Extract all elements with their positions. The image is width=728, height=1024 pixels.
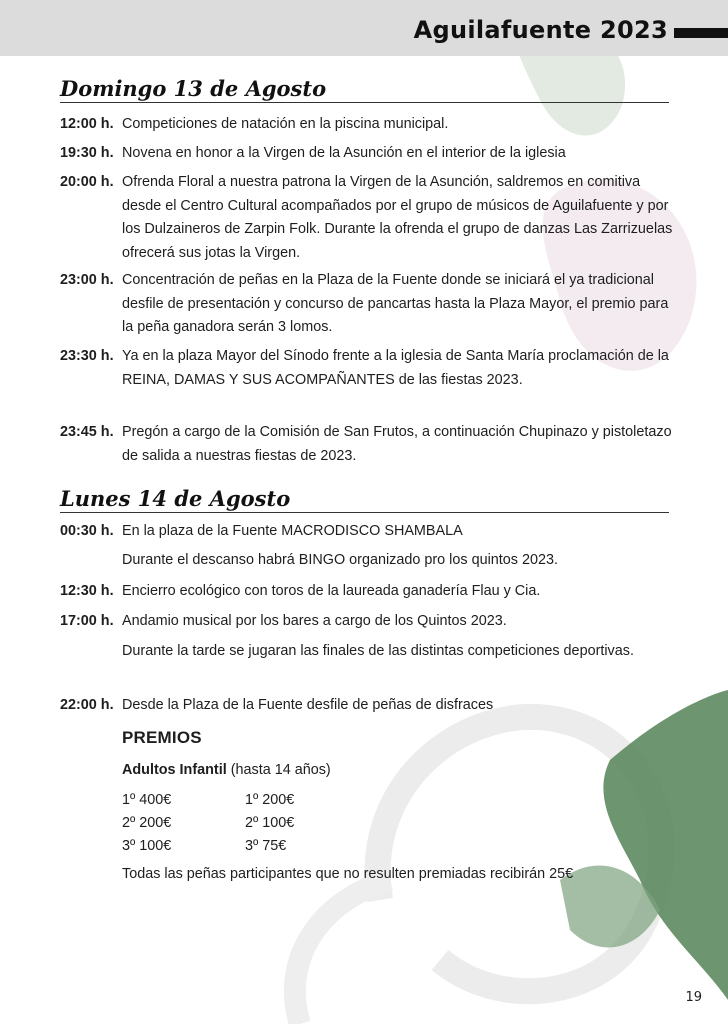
categories-note: (hasta 14 años)	[230, 762, 331, 778]
schedule-entry	[60, 520, 675, 544]
prize-infantil: 1º 200€	[245, 792, 295, 808]
section-title-lunes: Lunes 14 de Agosto	[60, 486, 291, 511]
entry-text: Pregón a cargo de la Comisión de San Frutos, a continuación Chupinazo y pistoletazo de salida a nuestras fiestas de 2023.	[122, 424, 672, 464]
schedule-entry	[60, 142, 675, 166]
section-rule	[60, 102, 669, 103]
section-rule	[60, 512, 669, 513]
prize-adultos: 1º 400€	[122, 792, 172, 808]
header-bar	[674, 28, 728, 38]
decor-grey-swirl-2	[295, 880, 390, 1024]
prize-adultos: 2º 200€	[122, 815, 172, 831]
entry-time: 12:00 h.	[60, 116, 114, 132]
prize-adultos: 3º 100€	[122, 838, 172, 854]
schedule-entry	[60, 269, 675, 340]
entry-text: Ofrenda Floral a nuestra patrona la Virgen de la Asunción, saldremos en comitiva desde el Centro Cultural acompañados por el grupo de músicos de Aguilafuente y por los Dulzaineros de Zarpin Folk. Durante la ofrenda el grupo de danzas Las Zarrizuelas ofrecerá sus jotas la Virgen.	[122, 174, 673, 261]
entry-time: 00:30 h.	[60, 523, 114, 539]
entry-text: Competiciones de natación en la piscina municipal.	[122, 116, 449, 132]
premios-categories	[122, 762, 331, 778]
entry-time: 23:45 h.	[60, 424, 114, 440]
section-title-domingo: Domingo 13 de Agosto	[60, 76, 327, 101]
entry-text: Ya en la plaza Mayor del Sínodo frente a la iglesia de Santa María proclamación de la REINA, DAMAS Y SUS ACOMPAÑANTES de las fiestas 2023.	[122, 348, 669, 388]
prize-infantil: 3º 75€	[245, 838, 287, 854]
entry-time: 23:30 h.	[60, 348, 114, 364]
schedule-entry	[60, 345, 675, 392]
entry-text: Desde la Plaza de la Fuente desfile de peñas de disfraces	[122, 697, 494, 713]
schedule-entry	[60, 113, 675, 137]
schedule-entry	[60, 580, 675, 604]
entry-time: 20:00 h.	[60, 174, 114, 190]
entry-time: 19:30 h.	[60, 145, 114, 161]
entry-time: 17:00 h.	[60, 613, 114, 629]
premios-heading: PREMIOS	[122, 728, 202, 747]
entry-time: 12:30 h.	[60, 583, 114, 599]
header-title: Aguilafuente 2023	[413, 16, 668, 44]
prize-infantil: 2º 100€	[245, 815, 295, 831]
schedule-entry	[60, 694, 675, 718]
entry-note: Durante el descanso habrá BINGO organizado pro los quintos 2023.	[122, 552, 558, 568]
entry-time: 22:00 h.	[60, 697, 114, 713]
categories-label: Adultos Infantil	[122, 762, 227, 778]
entry-text: Encierro ecológico con toros de la laureada ganadería Flau y Cia.	[122, 583, 541, 599]
entry-note: Durante la tarde se jugaran las finales de las distintas competiciones deportivas.	[122, 643, 634, 659]
entry-text: Andamio musical por los bares a cargo de los Quintos 2023.	[122, 613, 507, 629]
page-number: 19	[685, 990, 702, 1005]
schedule-entry	[60, 610, 675, 634]
schedule-entry	[60, 421, 675, 468]
entry-text: En la plaza de la Fuente MACRODISCO SHAMBALA	[122, 523, 463, 539]
entry-text: Novena en honor a la Virgen de la Asunción en el interior de la iglesia	[122, 145, 566, 161]
schedule-entry	[60, 171, 675, 265]
premios-note: Todas las peñas participantes que no resulten premiadas recibirán 25€	[122, 866, 574, 882]
entry-time: 23:00 h.	[60, 272, 114, 288]
entry-text: Concentración de peñas en la Plaza de la Fuente donde se iniciará el ya tradicional desfile de presentación y concurso de pancartas hasta la Plaza Mayor, el premio para la peña ganadora serán 3 lomos.	[122, 272, 669, 335]
